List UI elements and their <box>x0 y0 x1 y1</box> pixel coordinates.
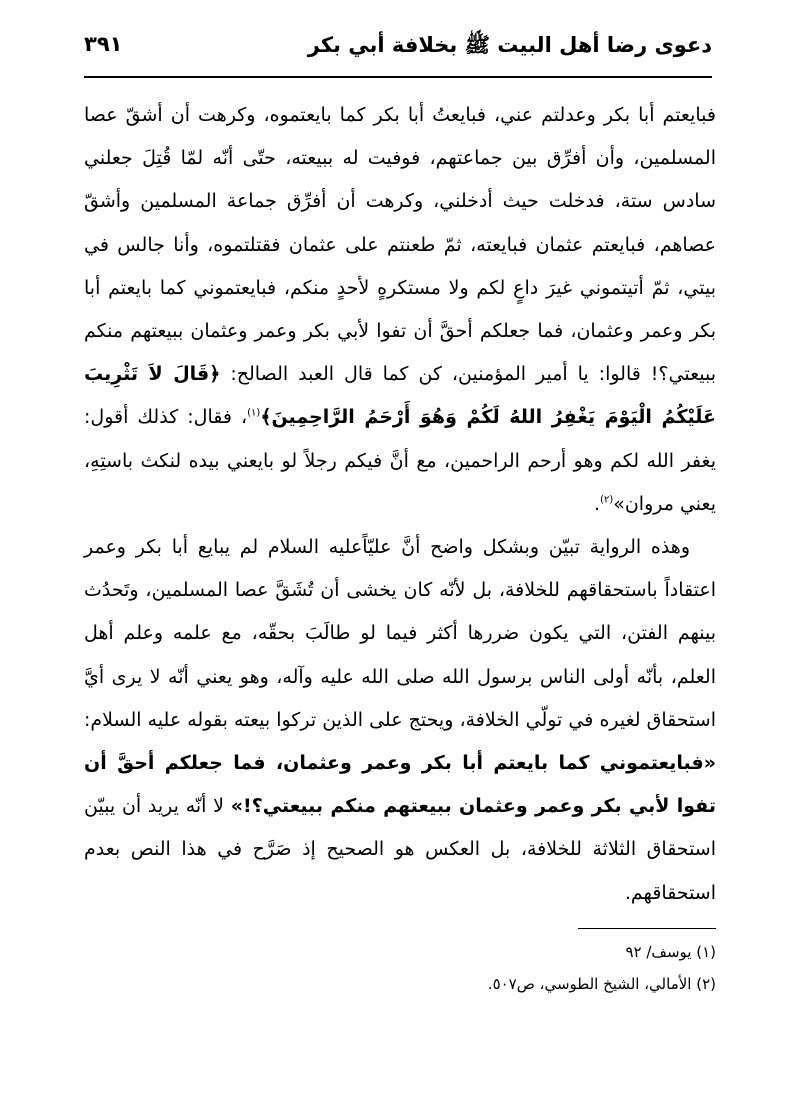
paragraph-1-text: فبايعتم أبا بكر وعدلتم عني، فبايعتُ أبا بكر كما بايعتموه، وكرهت أن أشقّ عصا المسلمين، وأن أفرِّق بين جماعتهم، فوفيت له ببيعته، حتّى أنّه لمّا قُتِلَ جعلني سادس ستة، فدخلت حيث أدخلني، وكرهت أن أفرِّق جماعة المسلمين وأشقّ عصاهم، فبايعتم عثمان فبايعته، ثمّ طعنتم على عثمان فقتلتموه، وأنا جالس في بيتي، ثمّ أتيتموني غيرَ داعٍ لكم ولا مستكرهٍ لأحدٍ منكم، فبايعتموني كما بايعتم أبا بكر وعمر وعثمان، فما جعلكم أحقَّ أن تفوا لأبي بكر وعمر وعثمان ببيعتهم منكم ببيعتي؟! قالوا: يا أمير المؤمنين، كن كما قال العبد الصالح: <box>84 104 716 386</box>
bold-quotation: «فبايعتموني كما بايعتم أبا بكر وعمر وعثمان، فما جعلكم أحقَّ أن تفوا لأبي بكر وعمر وعثمان ببيعتهم منكم ببيعتي؟!» <box>84 752 716 818</box>
footnote-divider <box>578 928 716 929</box>
footnote-1: (١) يوسف/ ٩٢ <box>625 943 716 961</box>
header-divider <box>84 76 712 78</box>
quran-verse: ﴿قَالَ لاَ تَثْرِيبَ عَلَيْكُمُ الْيَوْمَ يَغْفِرُ اللهُ لَكُمْ وَهُوَ أَرْحَمُ الرَّاحِمِينَ﴾ <box>84 363 716 429</box>
footnote-marker-1: (١) <box>247 408 261 420</box>
paragraph-2-text: وهذه الرواية تبيّن وبشكل واضح أنَّ عليّاًعليه السلام لم يبايع أبا بكر وعمر اعتقاداً باستحقاقهم للخلافة، بل لأنّه كان يخشى أن تُشَقَّ عصا المسلمين، وتَحدُث بينهم الفتن، التي يكون ضررها أكثر فيما لو طالَبَ بحقّه، مع علمه وعلم أهل العلم، بأنّه أولى الناس برسول الله صلى الله عليه وآله، وهو يعني أنّه لا يرى أيَّ استحقاق لغيره في تولّي الخلافة، ويحتج على الذين تركوا بيعته بقوله عليه السلام: <box>84 536 716 731</box>
main-text <box>84 94 716 915</box>
page-number: ٣٩١ <box>84 32 123 56</box>
footnotes <box>84 936 716 1000</box>
paragraph-1-continuation: ، فقال: كذلك أقول: يغفر الله لكم وهو أرحم الراحمين، مع أنَّ فيكم رجلاً لو بايعني بيده لنكث باستِهِ، يعني مروان» <box>84 406 716 515</box>
running-header <box>84 28 712 72</box>
header-title: دعوى رضا أهل البيت ﷺ بخلافة أبي بكر <box>307 33 712 57</box>
paragraph-2 <box>84 526 716 915</box>
footnote-marker-2: (٢) <box>600 494 614 506</box>
paragraph-2-end: لا أنّه يريد أن يبيّن استحقاق الثلاثة للخلافة، بل العكس هو الصحيح إذ صَرَّح في هذا النص بعدم استحقاقهم. <box>84 795 716 904</box>
paragraph-1-end: . <box>594 492 601 515</box>
paragraph-1 <box>84 94 716 526</box>
footnote-2: (٢) الأمالي، الشيخ الطوسي، ص٥٠٧. <box>487 975 716 993</box>
